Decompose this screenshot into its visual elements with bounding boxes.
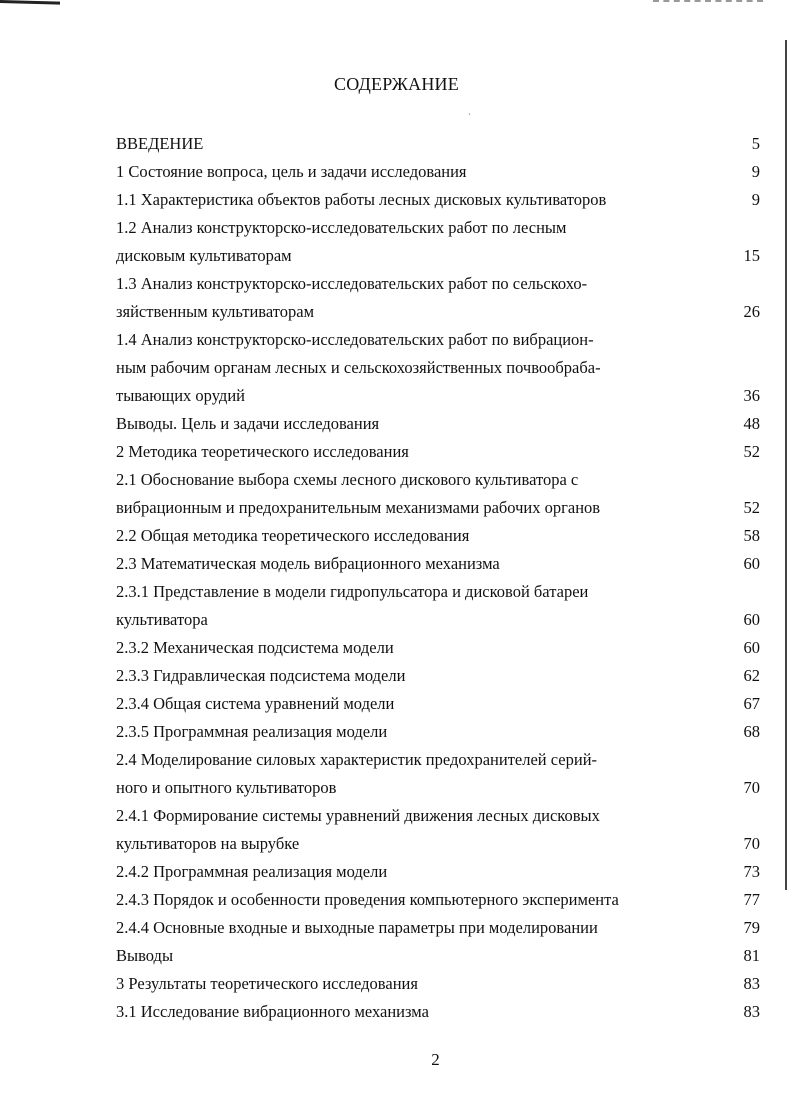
toc-entry[interactable] — [116, 998, 760, 1026]
toc-entry-page: 60 — [743, 638, 760, 657]
toc-entry-page: 70 — [743, 778, 760, 797]
toc-entry-text: вибрационным и предохранительным механизмами рабочих органов — [116, 498, 601, 517]
toc-entry-page: 9 — [751, 190, 760, 209]
toc-entry-text: 2.4.4 Основные входные и выходные параметры при моделировании — [116, 918, 598, 937]
toc-entry-page: 81 — [743, 946, 760, 965]
toc-entry-text: дисковым культиваторам — [116, 246, 292, 265]
toc-entry[interactable] — [116, 690, 760, 718]
toc-entry[interactable] — [116, 970, 760, 998]
scan-corner-mark — [0, 0, 60, 13]
toc-entry-page: 58 — [743, 526, 760, 545]
toc-entry[interactable] — [116, 326, 760, 410]
toc-entry-text: Выводы — [116, 946, 174, 965]
toc-entry-page: 67 — [743, 694, 760, 713]
toc-entry-page: 83 — [743, 1002, 760, 1021]
toc-entry-page: 62 — [743, 666, 760, 685]
page-number: 2 — [431, 1050, 440, 1069]
toc-entry-text: 2.4 Моделирование силовых характеристик предохранителей серий- — [116, 750, 598, 769]
table-of-contents — [116, 130, 760, 1026]
toc-entry-page: 73 — [743, 862, 760, 881]
toc-entry-page: 9 — [751, 162, 760, 181]
toc-entry-page: 48 — [743, 414, 760, 433]
toc-entry-text: 2.1 Обоснование выбора схемы лесного дискового культиватора с — [116, 470, 579, 489]
toc-entry[interactable] — [116, 270, 760, 326]
toc-entry-text: культиваторов на вырубке — [116, 834, 300, 853]
toc-entry[interactable] — [116, 662, 760, 690]
toc-entry[interactable] — [116, 858, 760, 886]
toc-entry[interactable] — [116, 578, 760, 634]
toc-entry-page: 15 — [743, 246, 760, 265]
toc-entry[interactable] — [116, 634, 760, 662]
toc-entry[interactable] — [116, 438, 760, 466]
toc-entry[interactable] — [116, 942, 760, 970]
toc-entry-page: 60 — [743, 610, 760, 629]
toc-entry-text: 2.3 Математическая модель вибрационного механизма — [116, 554, 500, 573]
toc-entry[interactable] — [116, 914, 760, 942]
toc-entry[interactable] — [116, 466, 760, 522]
scan-top-marks — [653, 0, 763, 5]
toc-entry-text: 2.3.5 Программная реализация модели — [116, 722, 388, 741]
toc-entry[interactable] — [116, 522, 760, 550]
toc-entry-page: 77 — [743, 890, 760, 909]
toc-entry-page: 79 — [743, 918, 760, 937]
toc-entry-text: 1.3 Анализ конструкторско-исследовательских работ по сельскохо- — [116, 274, 588, 293]
scan-artifact-tick: ˋ — [468, 112, 471, 122]
toc-entry-text: 2.3.4 Общая система уравнений модели — [116, 694, 395, 713]
toc-entry[interactable] — [116, 718, 760, 746]
toc-entry-text: ВВЕДЕНИЕ — [116, 134, 204, 153]
toc-entry[interactable] — [116, 130, 760, 158]
toc-entry-text: 1.4 Анализ конструкторско-исследовательских работ по вибрацион- — [116, 330, 594, 349]
toc-entry-page: 83 — [743, 974, 760, 993]
toc-entry[interactable] — [116, 158, 760, 186]
toc-entry-text: 3 Результаты теоретического исследования — [116, 974, 418, 993]
toc-entry-text: 2.4.3 Порядок и особенности проведения компьютерного эксперимента — [116, 890, 619, 909]
toc-entry-text: 2.4.1 Формирование системы уравнений движения лесных дисковых — [116, 806, 600, 825]
toc-entry-page: 36 — [743, 386, 760, 405]
toc-entry-text: ным рабочим органам лесных и сельскохозяйственных почвообраба- — [116, 358, 601, 377]
toc-entry[interactable] — [116, 746, 760, 802]
toc-entry-text: ного и опытного культиваторов — [116, 778, 337, 797]
toc-entry-text: 2.3.2 Механическая подсистема модели — [116, 638, 394, 657]
toc-entry-page: 26 — [743, 302, 760, 321]
toc-entry[interactable] — [116, 550, 760, 578]
toc-entry-text: 1.2 Анализ конструкторско-исследовательских работ по лесным — [116, 218, 567, 237]
toc-entry-page: 5 — [751, 134, 760, 153]
toc-entry-text: зяйственным культиваторам — [116, 302, 315, 321]
toc-entry[interactable] — [116, 410, 760, 438]
toc-entry-page: 60 — [743, 554, 760, 573]
toc-entry-text: 1.1 Характеристика объектов работы лесных дисковых культиваторов — [116, 190, 607, 209]
scan-right-edge — [785, 40, 787, 890]
toc-entry-text: 2.3.3 Гидравлическая подсистема модели — [116, 666, 406, 685]
toc-entry[interactable] — [116, 186, 760, 214]
toc-entry-text: 2 Методика теоретического исследования — [116, 442, 409, 461]
toc-entry-text: 2.4.2 Программная реализация модели — [116, 862, 388, 881]
toc-entry-text: тывающих орудий — [116, 386, 245, 405]
toc-entry-text: 2.2 Общая методика теоретического исследования — [116, 526, 470, 545]
toc-entry-text: культиватора — [116, 610, 208, 629]
toc-entry-page: 52 — [743, 442, 760, 461]
toc-entry-page: 68 — [743, 722, 760, 741]
toc-entry-text: 3.1 Исследование вибрационного механизма — [116, 1002, 429, 1021]
page-title: СОДЕРЖАНИЕ — [334, 74, 459, 94]
toc-entry-page: 70 — [743, 834, 760, 853]
toc-entry-page: 52 — [743, 498, 760, 517]
toc-entry-text: 2.3.1 Представление в модели гидропульсатора и дисковой батареи — [116, 582, 589, 601]
toc-entry-text: Выводы. Цель и задачи исследования — [116, 414, 380, 433]
toc-entry[interactable] — [116, 886, 760, 914]
toc-entry-text: 1 Состояние вопроса, цель и задачи исследования — [116, 162, 467, 181]
toc-entry[interactable] — [116, 802, 760, 858]
toc-entry[interactable] — [116, 214, 760, 270]
